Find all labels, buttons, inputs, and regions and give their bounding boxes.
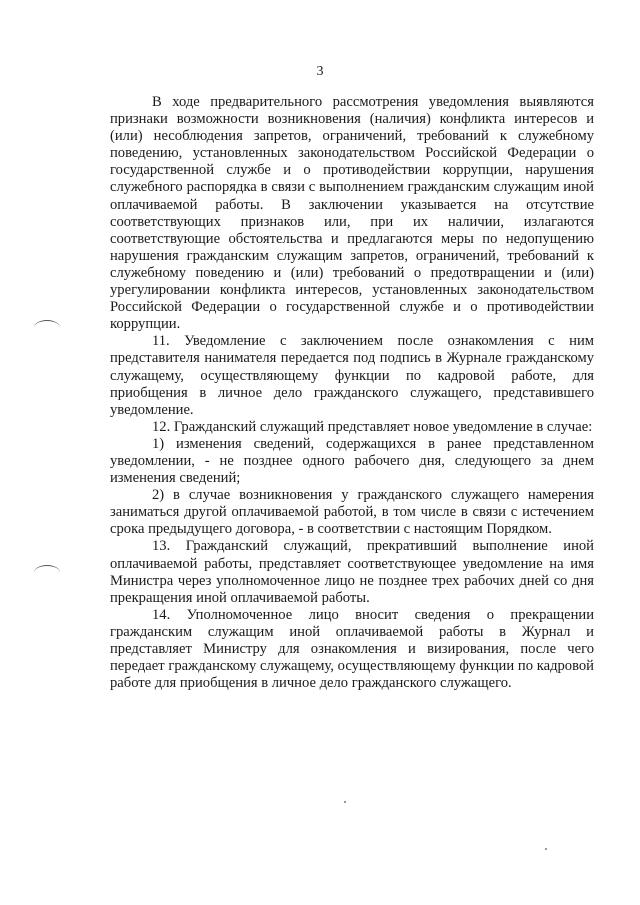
paragraph-12: 12. Гражданский служащий представляет новое уведомление в случае: — [152, 418, 593, 435]
scan-speck — [344, 801, 346, 803]
scan-speck — [545, 848, 547, 850]
punch-hole-mark — [34, 565, 60, 580]
punch-hole-mark — [34, 320, 60, 335]
paragraph-12-item-1: 1) изменения сведений, содержащихся в ранее представленном уведомлении, - не позднее одного рабочего дня, следующего за днем изменения сведений; — [110, 435, 594, 487]
paragraph-preliminary-review: В ходе предварительного рассмотрения уведомления выявляются признаки возможности возникновения (наличия) конфликта интересов и (или) несоблюдения запретов, ограничений, требований к служебному поведению, установленных законодательством Российской Федерации о государственной службе и о противодействии коррупции, нарушения служебного распорядка в связи с выполнением гражданским служащим иной оплачиваемой работы. В заключении указывается на отсутствие соответствующих признаков или, при их наличии, излагаются соответствующие обстоятельства и предлагаются меры по недопущению нарушения гражданским служащим запретов, ограничений, требований к служебному поведению и (или) требований о предотвращении и (или) урегулировании конфликта интересов, установленных законодательством Российской Федерации о государственной службе и о противодействии коррупции. — [110, 94, 594, 333]
paragraph-14: 14. Уполномоченное лицо вносит сведения о прекращении гражданским служащим иной оплачиваемой работы в Журнал и представляет Министру для ознакомления и визирования, после чего передает гражданскому служащему, осуществляющему функции по кадровой работе для приобщения в личное дело гражданского служащего. — [110, 606, 594, 692]
document-body — [110, 94, 594, 692]
paragraph-12-item-2: 2) в случае возникновения у гражданского служащего намерения заниматься другой оплачиваемой работой, в том числе в связи с истечением срока предыдущего договора, - в соответствии с настоящим Порядком. — [110, 487, 594, 538]
paragraph-11: 11. Уведомление с заключением после ознакомления с ним представителя нанимателя передается под подпись в Журнале гражданскому служащему, осуществляющему функции по кадровой работе, для приобщения в личное дело гражданского служащего, представившего уведомление. — [110, 333, 594, 418]
paragraph-13: 13. Гражданский служащий, прекративший выполнение иной оплачиваемой работы, представляет соответствующее уведомление на имя Министра через уполномоченное лицо не позднее трех рабочих дней со дня прекращения иной оплачиваемой работы. — [110, 538, 594, 606]
page-number: 3 — [316, 64, 324, 79]
